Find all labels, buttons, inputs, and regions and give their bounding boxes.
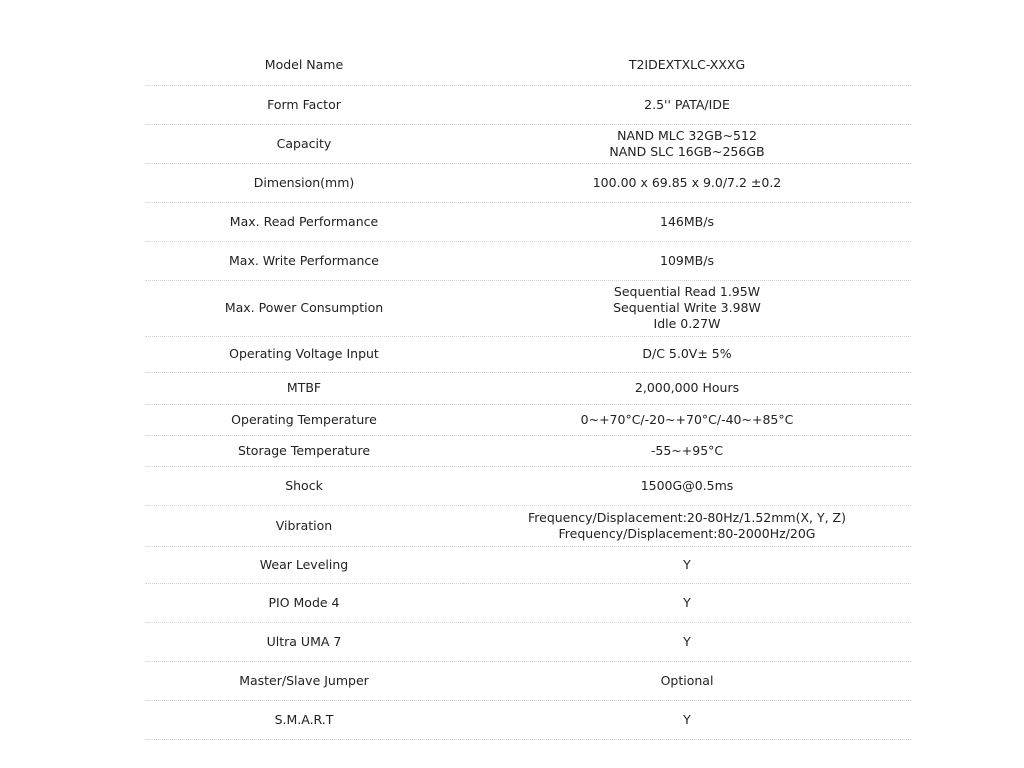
spec-label: Master/Slave Jumper <box>145 661 463 700</box>
spec-value <box>463 661 911 700</box>
spec-label: Operating Temperature <box>145 404 463 435</box>
spec-value-line: NAND SLC 16GB~256GB <box>609 143 765 159</box>
spec-label: Operating Voltage Input <box>145 336 463 372</box>
spec-table <box>145 46 911 740</box>
spec-value <box>463 505 911 546</box>
table-row <box>145 124 911 163</box>
spec-value <box>463 202 911 241</box>
spec-value-line: 0~+70°C/-20~+70°C/-40~+85°C <box>580 411 794 427</box>
spec-value <box>463 85 911 124</box>
spec-value-line: Frequency/Displacement:80-2000Hz/20G <box>558 525 816 541</box>
spec-value <box>463 622 911 661</box>
spec-value <box>463 583 911 622</box>
spec-value <box>463 336 911 372</box>
spec-label: S.M.A.R.T <box>145 700 463 739</box>
spec-label: Max. Power Consumption <box>145 280 463 336</box>
spec-value-line: 2,000,000 Hours <box>634 380 740 395</box>
table-row <box>145 85 911 124</box>
table-row <box>145 280 911 336</box>
table-row <box>145 505 911 546</box>
spec-value-line: T2IDEXTXLC-XXXG <box>628 57 746 73</box>
spec-value <box>463 46 911 85</box>
spec-label: PIO Mode 4 <box>145 583 463 622</box>
spec-value-line: Optional <box>660 672 714 688</box>
spec-value-line: Y <box>683 711 691 727</box>
spec-label: Max. Read Performance <box>145 202 463 241</box>
spec-label: Dimension(mm) <box>145 163 463 202</box>
spec-value-line: 146MB/s <box>660 213 714 229</box>
spec-label: Shock <box>145 466 463 505</box>
spec-label: Model Name <box>145 46 463 85</box>
spec-label: Capacity <box>145 124 463 163</box>
table-row <box>145 661 911 700</box>
table-row <box>145 622 911 661</box>
spec-value-line: D/C 5.0V± 5% <box>642 346 732 361</box>
spec-value-line: -55~+95°C <box>650 442 724 458</box>
spec-value <box>463 404 911 435</box>
spec-label: Ultra UMA 7 <box>145 622 463 661</box>
table-row <box>145 700 911 739</box>
spec-label: Max. Write Performance <box>145 241 463 280</box>
spec-value <box>463 241 911 280</box>
spec-label: Form Factor <box>145 85 463 124</box>
table-row <box>145 336 911 372</box>
spec-value-line: 100.00 x 69.85 x 9.0/7.2 ±0.2 <box>592 174 782 190</box>
spec-value <box>463 163 911 202</box>
spec-value-line: Idle 0.27W <box>653 316 721 331</box>
spec-value-line: Y <box>683 556 691 572</box>
spec-label: Vibration <box>145 505 463 546</box>
table-row <box>145 546 911 583</box>
spec-value-line: 109MB/s <box>660 252 714 268</box>
table-row <box>145 372 911 404</box>
spec-label: Storage Temperature <box>145 435 463 466</box>
spec-value-line: Frequency/Displacement:20-80Hz/1.52mm(X, Y, Z) <box>527 509 847 525</box>
table-row <box>145 202 911 241</box>
table-row <box>145 241 911 280</box>
spec-value <box>463 280 911 336</box>
spec-value-line: 2.5'' PATA/IDE <box>644 96 730 112</box>
spec-label: Wear Leveling <box>145 546 463 583</box>
spec-value <box>463 700 911 739</box>
spec-value-line: Sequential Write 3.98W <box>613 300 761 315</box>
table-row <box>145 435 911 466</box>
spec-value <box>463 124 911 163</box>
spec-label: MTBF <box>145 372 463 404</box>
spec-value <box>463 435 911 466</box>
table-row <box>145 163 911 202</box>
table-row <box>145 404 911 435</box>
spec-value-line: 1500G@0.5ms <box>640 477 734 493</box>
spec-value <box>463 546 911 583</box>
table-row <box>145 583 911 622</box>
table-row <box>145 46 911 85</box>
spec-value <box>463 466 911 505</box>
spec-value-line: Y <box>683 633 691 649</box>
spec-value-line: NAND MLC 32GB~512 <box>617 127 757 143</box>
spec-value <box>463 372 911 404</box>
spec-value-line: Y <box>683 594 691 610</box>
spec-value-line: Sequential Read 1.95W <box>613 284 761 299</box>
table-row <box>145 466 911 505</box>
